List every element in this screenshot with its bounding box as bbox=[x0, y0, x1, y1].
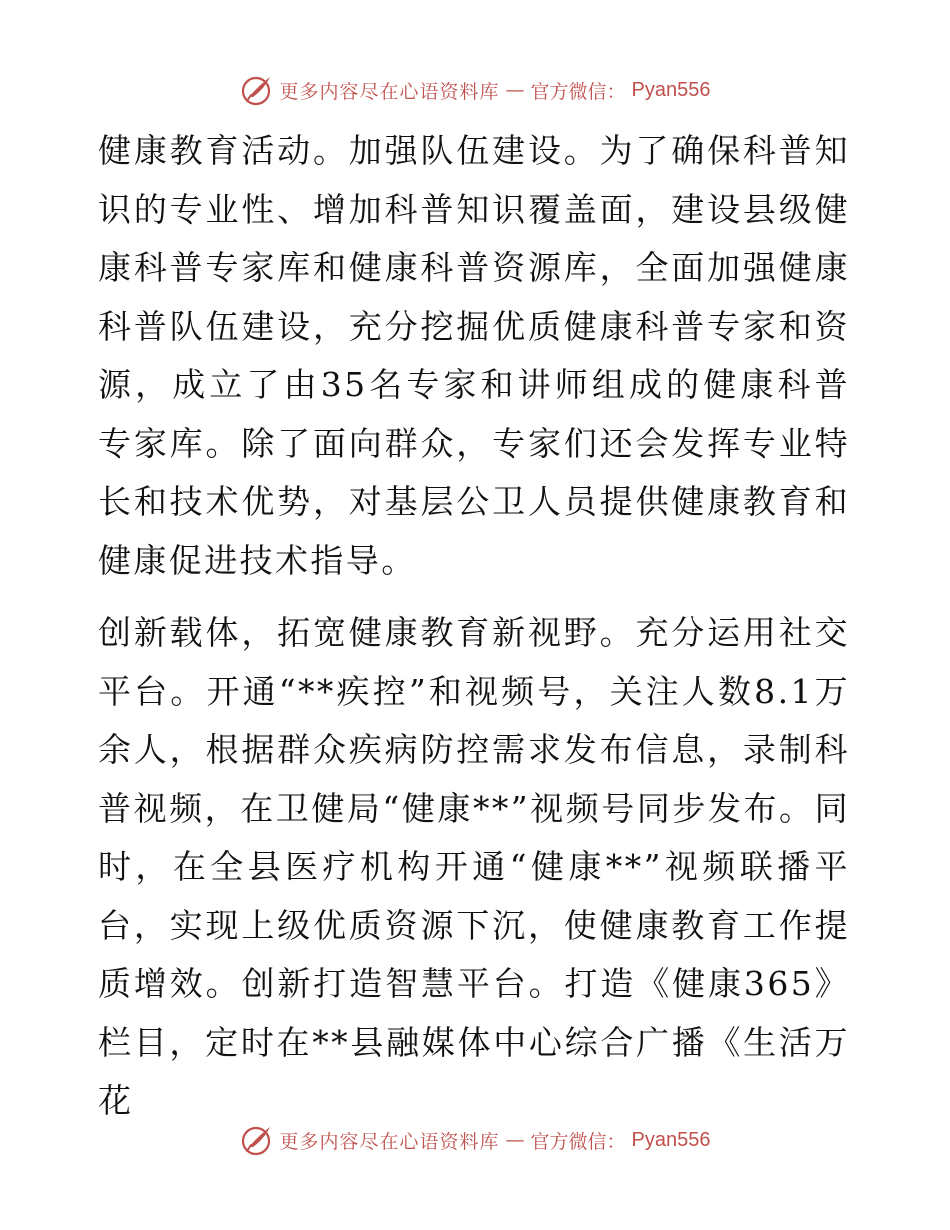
wechat-label: 官方微信： bbox=[530, 1130, 626, 1153]
brand-text: 更多内容尽在心语资料库 bbox=[279, 1130, 500, 1153]
paragraph-innovation: 创新载体，拓宽健康教育新视野。充分运用社交平台。开通“**疾控”和视频号，关注人数8.1万余人，根据群众疾病防控需求发布信息，录制科普视频，在卫健局“健康**”视频号同步发布。同时，在全县医疗机构开通“健康**”视频联播平台，实现上级优质资源下沉，使健康教育工作提质增效。创新打造智慧平台。打造《健康365》栏目，定时在**县融媒体中心综合广播《生活万花 bbox=[98, 613, 850, 1120]
banner-separator: — bbox=[505, 79, 525, 101]
document-body bbox=[98, 122, 850, 1131]
header-watermark-banner bbox=[0, 70, 950, 110]
banner-separator: — bbox=[505, 1129, 525, 1151]
wechat-id: Pyan556 bbox=[631, 78, 711, 101]
wechat-label: 官方微信： bbox=[530, 80, 626, 103]
quill-logo-icon bbox=[240, 73, 274, 107]
wechat-id: Pyan556 bbox=[631, 1128, 711, 1151]
footer-watermark-banner bbox=[0, 1120, 950, 1160]
quill-logo-icon bbox=[240, 1123, 274, 1157]
paragraph-team-building: 健康教育活动。加强队伍建设。为了确保科普知识的专业性、增加科普知识覆盖面，建设县级健康科普专家库和健康科普资源库，全面加强健康科普队伍建设，充分挖掘优质健康科普专家和资源，成立了由35名专家和讲师组成的健康科普专家库。除了面向群众，专家们还会发挥专业特长和技术优势，对基层公卫人员提供健康教育和健康促进技术指导。 bbox=[98, 131, 850, 580]
brand-text: 更多内容尽在心语资料库 bbox=[279, 80, 500, 103]
